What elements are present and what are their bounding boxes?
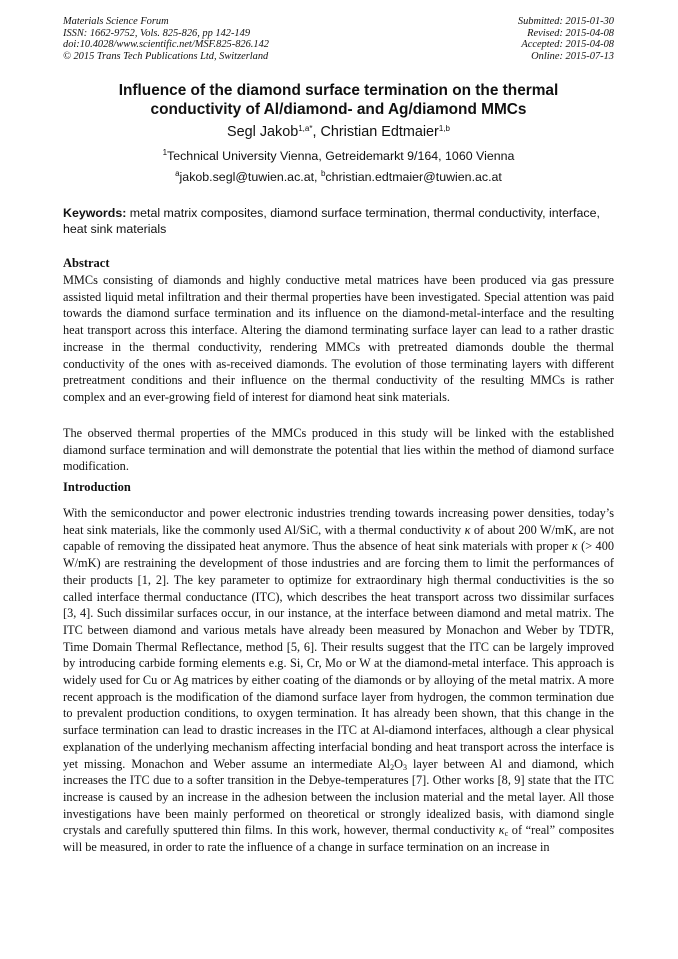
abstract-paragraph-1-text: MMCs consisting of diamonds and highly conductive metal matrices have been produced via gas pressure assisted liquid metal infiltration and their thermal properties have been investigated. Special attention was paid towards the diamond surface termination and its influence on the diamond-metal-interface and the resulting heat transport across this interface. Altering the diamond terminating surface layer can lead to a rather drastic increase in the thermal conductivity, rendering MMCs with pretreated diamonds double the thermal conductivity of the ones with as-received diamonds. The evolution of those terminating layers with different pretreatment conditions and their influence on the thermal conductivity of the resulting MMCs is rather complex and an ever-growing field of interest for diamond heat sink materials. (63, 273, 614, 404)
keywords-text: metal matrix composites, diamond surface termination, thermal conductivity, interface, heat sink materials (63, 206, 600, 236)
intro-segment-4: layer between Al and diamond, which increases the ITC due to a softer transition in the Debye-temperatures [7]. Other works [8, 9] state that the ITC increase is caused by an increase in the adhesion between the inclusion material and the metal layer. All those investigations have been mainly performed on theoretical or strongly idealized basis, with diamond single crystals and carefully sputtered thin films. In this work, however, thermal conductivity (63, 756, 614, 838)
intro-segment-3: (> 400 W/mK) are restraining the development of those industries and are forcing them to limit the performances of their products [1, 2]. The key parameter to optimize for extraordinary high thermal conductivities is the so called interface thermal conductance (ITC), which describes the heat transport across two dissimilar surfaces [3, 4]. Such dissimilar surfaces occur, in our instance, at the interface between diamond and metal matrix. The ITC between diamond and various metals have already been measured by Monachon and Weber by TDTR, Time Domain Thermal Reflectance, method [5, 6]. Their results suggest that the ITC can be largely improved by introducing carbide forming elements e.g. Si, Cr, Mo or W at the diamond-metal interface. This approach is widely used for Cu or Ag matrices by either coating of the diamonds or by alloying of the metal matrix. A more recent approach is the modification of the diamond surface layer from hydrogen, the common termination due to prevalent production conditions, to oxygen termination. It has already been shown, that this change in the surface termination can lead to drastic increases in the ITC at Al-diamond interfaces, although a clear physical explanation of the underlying mechanism affecting interfacial bonding and heat transport across the interface is yet missing. Monachon and Weber assume an intermediate Al (63, 539, 614, 771)
author-list (63, 124, 614, 141)
online-date: Online: 2015-07-13 (531, 50, 614, 62)
kappa-symbol: κ (464, 522, 471, 537)
keywords-label: Keywords: (63, 206, 127, 220)
submitted-date: Submitted: 2015-01-30 (517, 16, 614, 27)
email-b[interactable]: christian.edtmaier@tuwien.ac.at (325, 170, 502, 184)
kappa-c-subscript: c (504, 829, 509, 839)
journal-name: Materials Science Forum (63, 16, 169, 27)
paper-title (63, 81, 614, 119)
revised-date: Revised: 2015-04-08 (527, 27, 614, 39)
oxygen-symbol: O (394, 756, 403, 771)
doi: doi:10.4028/www.scientific.net/MSF.825-826.142 (63, 39, 269, 51)
intro-segment-2: of about 200 W/mK, are not capable of removing the dissipated heat anymore. Thus the absence of heat sink materials with proper (63, 522, 615, 554)
email-a-mark: a (175, 169, 180, 178)
author-emails (63, 170, 614, 185)
email-a[interactable]: jakob.segl@tuwien.ac.at, (179, 170, 321, 184)
abstract-paragraph-2 (63, 425, 614, 475)
title-line-2: conductivity of Al/diamond- and Ag/diamond MMCs (150, 101, 527, 118)
author-2-affiliation-mark: 1,b (438, 124, 450, 133)
email-b-mark: b (320, 169, 326, 178)
subscript-2: 2 (390, 762, 395, 772)
kappa-symbol: κ (498, 823, 505, 838)
kappa-symbol: κ (571, 539, 578, 554)
author-1-affiliation-mark: 1,a* (298, 124, 313, 133)
introduction-text (63, 505, 614, 856)
affiliation-mark: 1 (162, 148, 168, 157)
intro-segment-5: of “real” composites will be measured, in order to rate the influence of a change in surface termination on an increase in (63, 823, 615, 855)
introduction-paragraph (63, 505, 614, 856)
author-2: Christian Edtmaier (320, 124, 439, 140)
subscript-3: 3 (402, 762, 407, 772)
author-1: Segl Jakob (227, 124, 299, 140)
keywords (63, 206, 614, 237)
journal-meta (63, 16, 269, 62)
dates-meta (518, 16, 614, 62)
abstract-paragraph-2-text: The observed thermal properties of the MMCs produced in this study will be linked with the established diamond surface termination and will demonstrate the potential that lies within the method of diamond surface modification. (63, 426, 614, 474)
copyright: © 2015 Trans Tech Publications Ltd, Switzerland (63, 50, 269, 62)
abstract-paragraph-1 (63, 272, 614, 406)
introduction-heading: Introduction (63, 480, 131, 494)
abstract-heading: Abstract (63, 256, 110, 270)
issn: ISSN: 1662-9752, Vols. 825-826, pp 142-149 (63, 27, 251, 39)
intro-segment-1: With the semiconductor and power electronic industries trending towards increasing power densities, today’s heat sink materials, like the commonly used Al/SiC, with a thermal conductivity (63, 506, 614, 537)
author-separator: , (312, 124, 321, 140)
title-line-1: Influence of the diamond surface termination on the thermal (118, 82, 559, 99)
affiliation (63, 149, 614, 164)
affiliation-text: Technical University Vienna, Getreidemarkt 9/164, 1060 Vienna (167, 149, 515, 163)
accepted-date: Accepted: 2015-04-08 (521, 39, 614, 51)
